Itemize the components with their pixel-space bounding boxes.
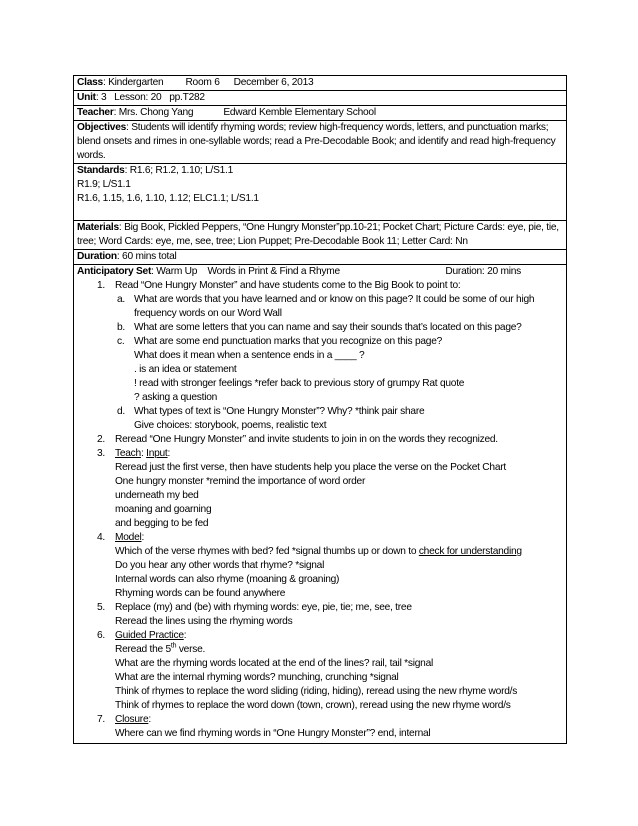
closure-heading: Closure	[115, 714, 149, 725]
class-row	[74, 76, 567, 91]
class-value: : Kindergarten	[102, 77, 164, 88]
steps-list	[77, 279, 563, 741]
step-1-text: Read “One Hungry Monster” and have students come to the Big Book to point to:	[115, 280, 461, 291]
step-3: 3. Teach: Input: Reread just the first verse, then have students help you place the verse on the Pocket Chart One hungry monster *remind the importance of word order underneath my bed moaning and goarning and begging to be fed	[97, 448, 506, 529]
anticipatory-duration: Duration: 20 mins	[445, 266, 521, 277]
step-1: 1. Read “One Hungry Monster” and have students come to the Big Book to point to: a. What are words that you have learned and or know on this page? It could be some of our high frequency words on our Word Wall b. What are some letters that you can name and say their sounds that’s located on this page? c. What are some end punctuation marks that you recognize on this page? What does it mean when a sentence ends in a ____ ? . is an idea or statement ! read with stronger feelings *refer back to previous story of grumpy Rat quote ? asking a question d. What types of text is “One Hungry Monster”? Why? *think pair share Give choices: storybook, poems, realistic text	[77, 279, 563, 433]
lesson-plan-table	[73, 75, 567, 744]
step-1d: d. What types of text is “One Hungry Monster”? Why? *think pair share Give choices: storybook, poems, realistic text	[117, 406, 425, 431]
unit-label: Unit	[77, 92, 96, 103]
unit-value: : 3 Lesson: 20 pp.T282	[95, 92, 205, 103]
materials-label: Materials	[77, 222, 119, 233]
step-2: 2. Reread “One Hungry Monster” and invite students to join in on the words they recognized.	[97, 434, 498, 445]
teach-heading: Teach	[115, 448, 141, 459]
standards-line-1: : R1.6; R1.2, 1.10; L/S1.1	[124, 165, 234, 176]
guided-practice-heading: Guided Practice	[115, 630, 184, 641]
step-1c: c. What are some end punctuation marks that you recognize on this page? What does it mean when a sentence ends in a ____ ? . is an idea or statement ! read with stronger feelings *refer back to previous story of grumpy Rat quote ? asking a question	[117, 336, 465, 403]
step-4: 4. Model: Which of the verse rhymes with bed? fed *signal thumbs up or down to check for understanding Do you hear any other words that rhyme? *signal Internal words can also rhyme (moaning & groaning) Rhyming words can be found anywhere	[97, 532, 522, 599]
standards-line-3: R1.6, 1.15, 1.6, 1.10, 1.12; ELC1.1; L/S1.1	[77, 193, 259, 204]
materials-text: : Big Book, Pickled Peppers, “One Hungry Monster”pp.10-21; Pocket Chart; Picture Cards: eye, pie, tie, tree; Word Cards: eye, me, see, tree; Lion Puppet; Pre-Decodable Book 11; Letter Card: Nn	[77, 222, 559, 247]
materials-row	[74, 221, 567, 250]
teacher-row	[74, 106, 567, 121]
step-1b: b. What are some letters that you can name and say their sounds that’s located on this page?	[117, 322, 522, 333]
class-label: Class	[77, 77, 103, 88]
objectives-row	[74, 121, 567, 164]
room: Room 6	[185, 77, 220, 88]
anticipatory-row	[74, 265, 567, 744]
step-1a: a. What are words that you have learned and or know on this page? It could be some of our high frequency words on our Word Wall	[117, 294, 535, 319]
school-name: Edward Kemble Elementary School	[223, 107, 376, 118]
anticipatory-text: : Warm Up Words in Print & Find a Rhyme	[151, 266, 340, 277]
duration-row	[74, 250, 567, 265]
lesson-plan-page	[73, 75, 567, 744]
anticipatory-heading	[77, 265, 563, 279]
objectives-text: : Students will identify rhyming words; review high-frequency words, letters, and punctuation marks; blend onsets and rimes in one-syllable words; read a Pre-Decodable Book; and identify and read high-frequency words.	[77, 122, 556, 161]
step-5: 5. Replace (my) and (be) with rhyming words: eye, pie, tie; me, see, tree Reread the lines using the rhyming words	[97, 602, 412, 627]
standards-row	[74, 164, 567, 221]
duration-label: Duration	[77, 251, 117, 262]
step-7: 7. Closure: Where can we find rhyming words in “One Hungry Monster”? end, internal	[97, 714, 431, 739]
step-1-substeps	[115, 293, 563, 433]
duration-text: : 60 mins total	[116, 251, 177, 262]
input-heading: Input	[146, 448, 168, 459]
standards-line-2: R1.9; L/S1.1	[77, 179, 131, 190]
standards-label: Standards	[77, 165, 125, 176]
teacher-label: Teacher	[77, 107, 114, 118]
anticipatory-label: Anticipatory Set	[77, 266, 152, 277]
model-heading: Model	[115, 532, 142, 543]
date: December 6, 2013	[233, 77, 314, 88]
teacher-value: : Mrs. Chong Yang	[113, 107, 194, 118]
unit-row	[74, 91, 567, 106]
objectives-label: Objectives	[77, 122, 127, 133]
step-6: 6. Guided Practice: Reread the 5th verse. What are the rhyming words located at the end of the lines? rail, tail *signal What are the internal rhyming words? munching, crunching *signal Think of rhymes to replace the word sliding (riding, hiding), reread using the new rhyme word/s Think of rhymes to replace the word down (town, crown), reread using the new rhyme word/s	[97, 630, 518, 711]
